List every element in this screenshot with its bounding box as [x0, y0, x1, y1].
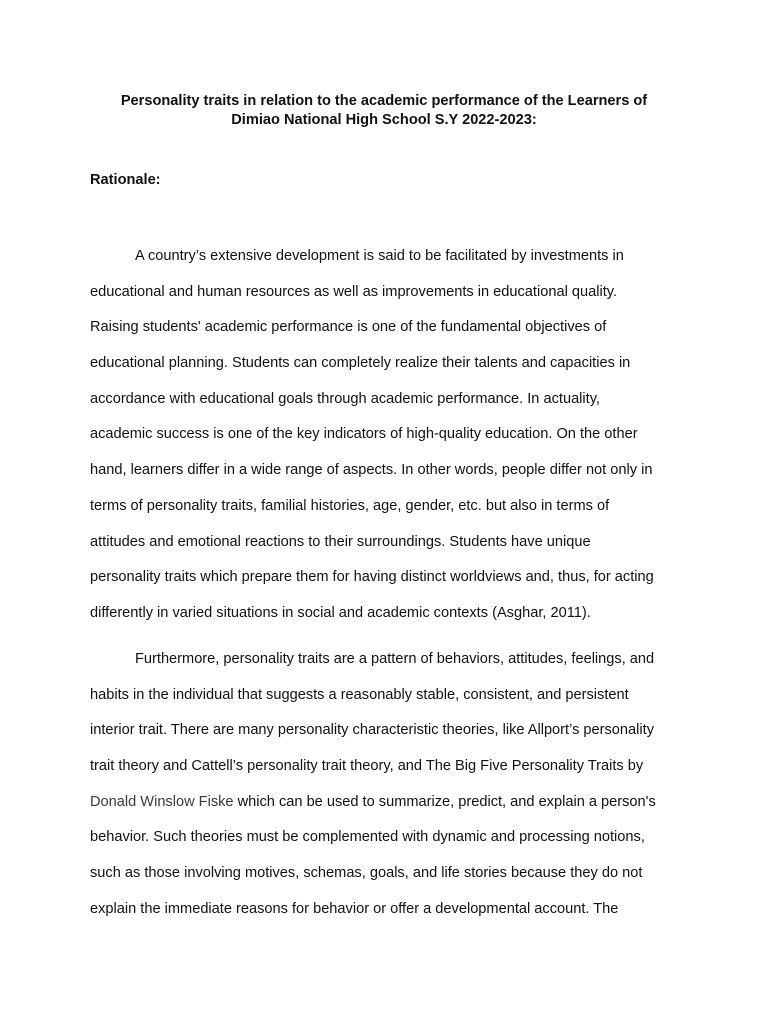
paragraph-line-with-link: [90, 793, 690, 829]
paragraph-line: educational planning. Students can completely realize their talents and capacities in: [90, 355, 631, 372]
paragraph-line: accordance with educational goals through academic performance. In actuality,: [90, 390, 600, 407]
paragraph-line: Raising students' academic performance is one of the fundamental objectives of: [90, 319, 607, 336]
paragraph-line: academic success is one of the key indicators of high-quality education. On the other: [90, 426, 638, 443]
paragraph-line: A country’s extensive development is said to be facilitated by investments in: [135, 248, 624, 264]
paragraph-line: behavior. Such theories must be complemented with dynamic and processing notions,: [90, 829, 645, 846]
paragraph-line: educational and human resources as well as improvements in educational quality.: [90, 283, 618, 300]
paragraph-line: Furthermore, personality traits are a pattern of behaviors, attitudes, feelings, and: [135, 651, 655, 667]
paragraph-line: terms of personality traits, familial histories, age, gender, etc. but also in terms of: [90, 497, 610, 514]
title-line-2: Dimiao National High School S.Y 2022-2023:: [231, 112, 537, 128]
section-heading-rationale: Rationale:: [90, 172, 161, 188]
author-link[interactable]: Donald Winslow Fiske: [90, 793, 234, 810]
paragraph-line-rest: which can be used to summarize, predict, and explain a person's: [233, 793, 656, 810]
paragraph-line: hand, learners differ in a wide range of aspects. In other words, people differ not only in: [90, 462, 653, 479]
paragraph-line: interior trait. There are many personality characteristic theories, like Allport’s personality: [90, 722, 654, 739]
title-line-1: Personality traits in relation to the academic performance of the Learners of: [120, 93, 648, 109]
paragraph-line: habits in the individual that suggests a reasonably stable, consistent, and persistent: [90, 686, 629, 703]
paragraph-line: such as those involving motives, schemas, goals, and life stories because they do not: [90, 865, 643, 882]
paragraph-line: differently in varied situations in social and academic contexts (Asghar, 2011).: [90, 604, 591, 621]
paragraph-line: attitudes and emotional reactions to their surroundings. Students have unique: [90, 533, 591, 550]
paragraph-line: trait theory and Cattell’s personality trait theory, and The Big Five Personality Traits by: [90, 758, 644, 775]
document-title: [90, 92, 678, 130]
paragraph-line: explain the immediate reasons for behavior or offer a developmental account. The: [90, 900, 619, 917]
paragraph-1: [90, 247, 690, 640]
paragraph-2: [90, 650, 690, 936]
paragraph-line: personality traits which prepare them for having distinct worldviews and, thus, for acting: [90, 569, 654, 586]
